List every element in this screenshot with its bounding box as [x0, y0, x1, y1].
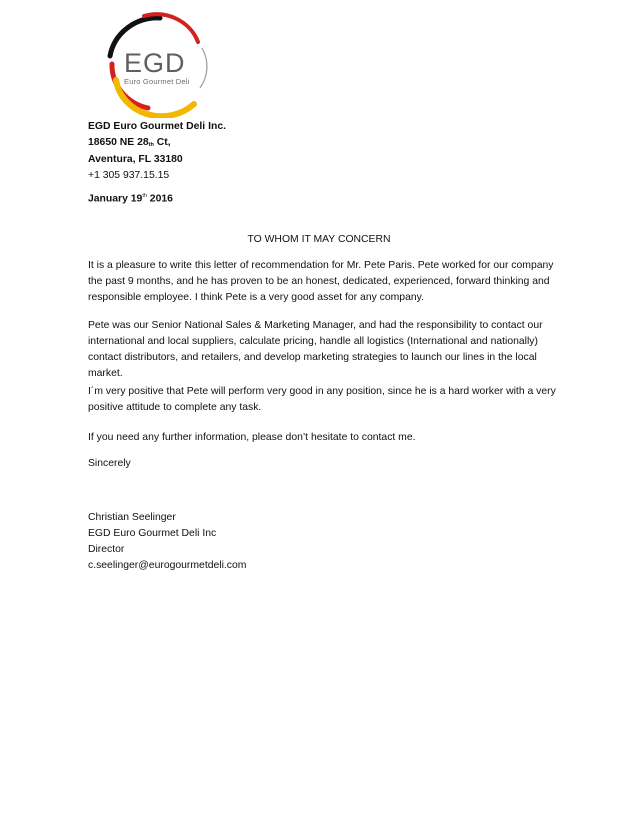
- date-year: 2016: [146, 193, 173, 205]
- street-ordinal: th: [148, 142, 154, 148]
- sender-company: EGD Euro Gourmet Deli Inc.: [88, 121, 226, 132]
- sender-phone: +1 305 937.15.15: [88, 170, 170, 181]
- signer-email: c.seelinger@eurogourmetdeli.com: [88, 560, 247, 571]
- date-ordinal: th: [142, 193, 147, 199]
- logo-text: [124, 50, 190, 86]
- logo-abbreviation: EGD: [124, 48, 186, 78]
- body-paragraph-3: I´m very positive that Pete will perform very good in any position, since he is a hard worker with a very positive attitude to complete any task.: [88, 386, 556, 413]
- letter-date: [88, 188, 173, 207]
- signature-block: [88, 510, 246, 574]
- logo-company-name: Euro Gourmet Deli: [124, 77, 190, 86]
- signer-company: EGD Euro Gourmet Deli Inc: [88, 528, 217, 539]
- body-paragraph-4: If you need any further information, please don’t hesitate to contact me.: [88, 432, 416, 443]
- sender-city: Aventura, FL 33180: [88, 154, 183, 165]
- signer-name: Christian Seelinger: [88, 512, 176, 523]
- body-paragraph-2: Pete was our Senior National Sales & Marketing Manager, and had the responsibility to contact our international and local suppliers, calculate pricing, handle all logistics (International and nationally) contact distributors, and retailers, and develop marketing strategies to launch our lines in the local market.: [88, 320, 543, 379]
- sender-street: [88, 135, 226, 152]
- street-number: 18650 NE 28: [88, 137, 149, 148]
- closing: Sincerely: [88, 458, 131, 469]
- street-type: Ct,: [153, 137, 171, 148]
- signer-title: Director: [88, 544, 125, 555]
- company-logo: [98, 12, 218, 118]
- body-paragraph-1: It is a pleasure to write this letter of recommendation for Mr. Pete Paris. Pete worked for our company the past 9 months, and he has proven to be an honest, dedicated, experienced, forward thinking and responsible employee. I think Pete is a very good asset for any company.: [88, 260, 554, 303]
- salutation-heading: TO WHOM IT MAY CONCERN: [247, 234, 391, 245]
- date-month-day: January 19: [88, 193, 143, 205]
- sender-address: [88, 119, 226, 184]
